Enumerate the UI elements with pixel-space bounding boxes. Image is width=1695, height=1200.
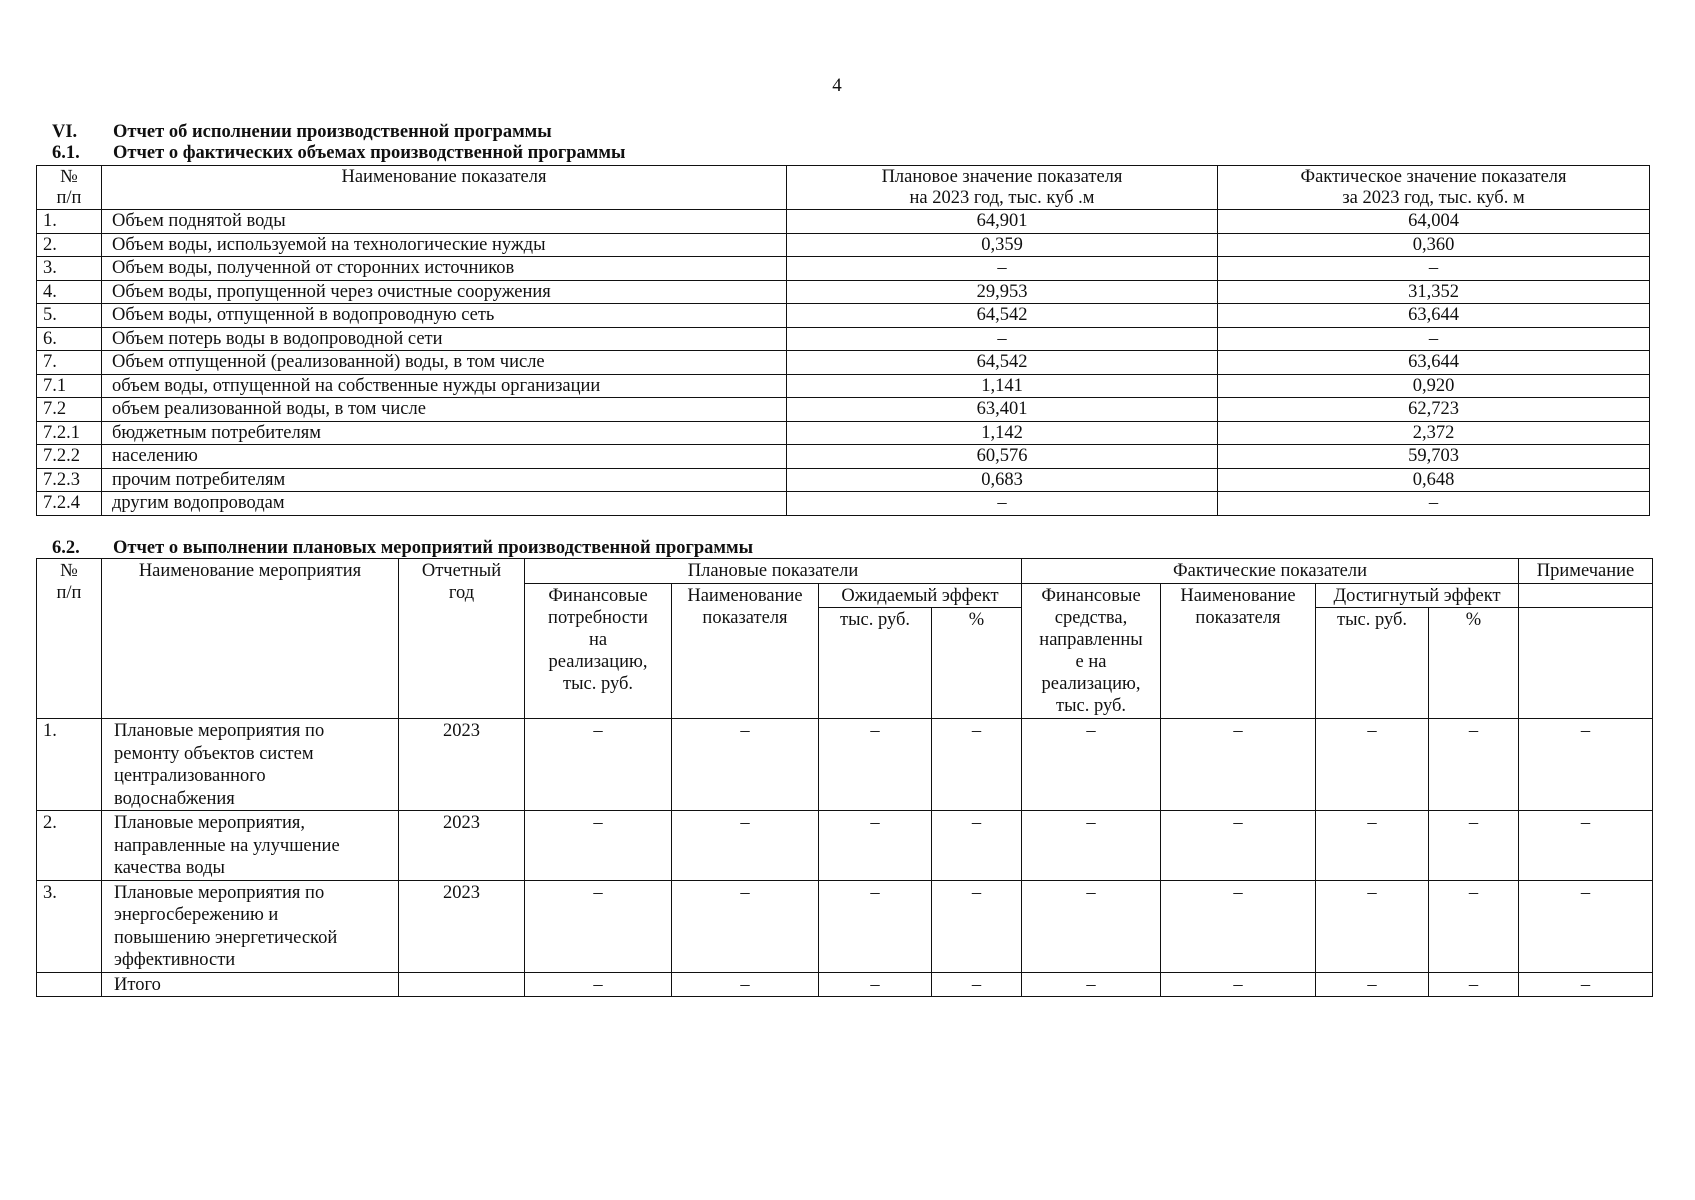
t1-row-plan: 64,901 xyxy=(787,210,1218,234)
t2-header-fact-fin-line: направленны xyxy=(1039,630,1143,650)
t2-header-plan-fin xyxy=(525,584,672,719)
t1-row-plan: – xyxy=(787,327,1218,351)
t2-row-name-line: повышению энергетической xyxy=(114,927,338,948)
t2-header-plan-indicator-line: показателя xyxy=(702,608,788,628)
t2-row-name-line: Плановые мероприятия, xyxy=(114,813,306,833)
t2-header-row xyxy=(37,559,1653,584)
t2-row-value: – xyxy=(1316,719,1429,811)
t1-row-fact: 0,648 xyxy=(1218,468,1650,492)
t2-header-achieved-effect: Достигнутый эффект xyxy=(1316,584,1519,608)
t2-header-fact-fin-line: средства, xyxy=(1054,608,1128,628)
t1-row-num: 5. xyxy=(37,304,102,328)
t2-row-value: – xyxy=(819,719,932,811)
t2-row-name xyxy=(102,880,399,972)
t1-header-plan-line: Плановое значение показателя xyxy=(881,167,1123,187)
t1-row xyxy=(37,327,1650,351)
t1-row-name: прочим потребителям xyxy=(102,468,787,492)
t2-row-value: – xyxy=(932,811,1022,881)
t2-header-plan-fin-line: тыс. руб. xyxy=(562,674,634,694)
t1-row-fact: 62,723 xyxy=(1218,398,1650,422)
t2-row-name-line: централизованного xyxy=(114,766,266,786)
t2-header-actual: Фактические показатели xyxy=(1022,559,1519,584)
t2-row-name-line: направленные на улучшение xyxy=(114,835,340,856)
t1-row xyxy=(37,445,1650,469)
t1-row-fact: 63,644 xyxy=(1218,351,1650,375)
section-vi-title: Отчет об исполнении производственной программы xyxy=(113,122,552,142)
t1-row xyxy=(37,210,1650,234)
t2-header-num xyxy=(37,559,102,719)
section-6-2-number: 6.2. xyxy=(52,538,80,558)
t1-row-num: 4. xyxy=(37,280,102,304)
t1-row xyxy=(37,304,1650,328)
t1-row-name: объем воды, отпущенной на собственные нужды организации xyxy=(102,374,787,398)
t2-header-plan-indicator xyxy=(672,584,819,719)
t2-header-fact-fin-line: тыс. руб. xyxy=(1055,696,1127,716)
t2-row-value: – xyxy=(1429,719,1519,811)
t1-row-name: бюджетным потребителям xyxy=(102,421,787,445)
t2-row-value: – xyxy=(1429,880,1519,972)
t2-header-plan-fin-line: Финансовые xyxy=(548,586,648,606)
t2-row-value: – xyxy=(1316,880,1429,972)
t2-row-value: – xyxy=(1429,811,1519,881)
t2-header-ach-rub: тыс. руб. xyxy=(1316,608,1429,719)
t2-total-year-blank xyxy=(399,972,525,997)
t2-header-exp-pct: % xyxy=(932,608,1022,719)
t2-row xyxy=(37,880,1653,972)
t1-row-num: 7.2.2 xyxy=(37,445,102,469)
t1-row-fact: 64,004 xyxy=(1218,210,1650,234)
t2-row-value: – xyxy=(672,811,819,881)
t2-row-value: – xyxy=(672,880,819,972)
t2-row-value: – xyxy=(1161,811,1316,881)
t2-header-fact-fin-line: реализацию, xyxy=(1041,674,1141,694)
t2-header-note: Примечание xyxy=(1519,559,1653,584)
volumes-table-header xyxy=(37,166,1650,210)
t1-header-plan xyxy=(787,166,1218,210)
t1-row xyxy=(37,468,1650,492)
t2-total-value: – xyxy=(672,972,819,997)
t2-header-plan-fin-line: потребности xyxy=(548,608,648,628)
t2-row-value: – xyxy=(1316,811,1429,881)
section-6-1-number: 6.1. xyxy=(52,143,80,163)
t1-row xyxy=(37,257,1650,281)
t2-row-name-line: ремонту объектов систем xyxy=(114,743,314,764)
t2-row-value: – xyxy=(1022,811,1161,881)
t2-row-value: – xyxy=(525,719,672,811)
t1-row-fact: 0,360 xyxy=(1218,233,1650,257)
t2-row-name-line: энергосбережению и xyxy=(114,905,279,925)
t2-header-name: Наименование мероприятия xyxy=(102,559,399,719)
t2-total-value: – xyxy=(525,972,672,997)
t1-row xyxy=(37,492,1650,516)
t2-total-value: – xyxy=(1161,972,1316,997)
t2-row-name-line: эффективности xyxy=(114,950,236,970)
t2-row-value: – xyxy=(1022,880,1161,972)
t2-header-fact-indicator-line: показателя xyxy=(1195,608,1281,628)
t1-row-fact: 63,644 xyxy=(1218,304,1650,328)
t1-row-num: 7.2.1 xyxy=(37,421,102,445)
section-6-1-title: Отчет о фактических объемах производственной программы xyxy=(113,143,626,163)
t2-total-value: – xyxy=(1519,972,1653,997)
t1-header-plan-line: на 2023 год, тыс. куб .м xyxy=(909,188,1095,208)
t2-header-year-line: год xyxy=(448,583,475,603)
t1-header-num-line: № xyxy=(60,167,78,187)
t2-header-ach-pct: % xyxy=(1429,608,1519,719)
t2-row-value: – xyxy=(932,880,1022,972)
t1-row xyxy=(37,421,1650,445)
t1-row-plan: – xyxy=(787,492,1218,516)
t1-row-name: Объем воды, пропущенной через очистные сооружения xyxy=(102,280,787,304)
t1-row-num: 3. xyxy=(37,257,102,281)
t2-header-plan-fin-line: на xyxy=(588,630,608,650)
t2-row-name-line: Плановые мероприятия по xyxy=(114,882,325,903)
t1-row-fact: 0,920 xyxy=(1218,374,1650,398)
t2-row xyxy=(37,719,1653,811)
t1-row-fact: – xyxy=(1218,327,1650,351)
t1-row xyxy=(37,233,1650,257)
t1-row-plan: 1,141 xyxy=(787,374,1218,398)
volumes-table xyxy=(36,165,1650,516)
t2-row-year: 2023 xyxy=(399,811,525,881)
t2-total-value: – xyxy=(1429,972,1519,997)
page-number: 4 xyxy=(832,75,842,96)
t1-row-fact: 59,703 xyxy=(1218,445,1650,469)
t2-header-num-line: № xyxy=(60,561,78,581)
t1-row-num: 6. xyxy=(37,327,102,351)
t2-header-fact-fin-line: Финансовые xyxy=(1041,586,1141,606)
t2-row xyxy=(37,811,1653,881)
t2-row-value: – xyxy=(932,719,1022,811)
t1-row-name: Объем воды, используемой на технологические нужды xyxy=(102,233,787,257)
t2-row-value: – xyxy=(1519,811,1653,881)
t2-row-value: – xyxy=(672,719,819,811)
t2-header-planned: Плановые показатели xyxy=(525,559,1022,584)
t1-row-name: другим водопроводам xyxy=(102,492,787,516)
t2-row-value: – xyxy=(1022,719,1161,811)
t2-row-value: – xyxy=(1161,880,1316,972)
section-6-2-title: Отчет о выполнении плановых мероприятий производственной программы xyxy=(113,538,754,558)
t1-row-name: Объем воды, отпущенной в водопроводную сеть xyxy=(102,304,787,328)
t1-row-fact: 31,352 xyxy=(1218,280,1650,304)
t2-header-fact-indicator xyxy=(1161,584,1316,719)
t2-total-value: – xyxy=(1022,972,1161,997)
t2-header-year xyxy=(399,559,525,719)
t1-header-fact-line: Фактическое значение показателя xyxy=(1300,167,1567,187)
t2-row-name-line: Плановые мероприятия по xyxy=(114,721,325,741)
t1-row-plan: 63,401 xyxy=(787,398,1218,422)
t2-row-value: – xyxy=(525,811,672,881)
t2-row-name xyxy=(102,811,399,881)
t1-row-name: Объем воды, полученной от сторонних источников xyxy=(102,257,787,281)
t2-total-value: – xyxy=(932,972,1022,997)
section-6-2-heading xyxy=(52,538,753,559)
t2-header-num-line: п/п xyxy=(56,583,82,603)
t2-row-value: – xyxy=(819,880,932,972)
t1-row xyxy=(37,398,1650,422)
t1-row-num: 7. xyxy=(37,351,102,375)
t2-total-num-blank xyxy=(37,972,102,997)
t1-row xyxy=(37,374,1650,398)
measures-table xyxy=(36,558,1653,997)
t2-header-fact-fin-line: е на xyxy=(1075,652,1107,672)
t1-row-name: Объем отпущенной (реализованной) воды, в том числе xyxy=(102,351,787,375)
t1-row-name: Объем потерь воды в водопроводной сети xyxy=(102,327,787,351)
t2-row-value: – xyxy=(819,811,932,881)
t1-row-num: 7.1 xyxy=(37,374,102,398)
t2-total-value: – xyxy=(819,972,932,997)
t1-row-name: населению xyxy=(102,445,787,469)
t1-row-plan: – xyxy=(787,257,1218,281)
t2-header-note-blank xyxy=(1519,608,1653,719)
t1-header-name: Наименование показателя xyxy=(102,166,787,210)
t2-row-num: 1. xyxy=(37,719,102,811)
t2-row-value: – xyxy=(1519,880,1653,972)
t1-row-plan: 1,142 xyxy=(787,421,1218,445)
t1-header-fact-line: за 2023 год, тыс. куб. м xyxy=(1342,188,1525,208)
t1-row-plan: 0,683 xyxy=(787,468,1218,492)
t1-row-plan: 64,542 xyxy=(787,304,1218,328)
t1-row-plan: 29,953 xyxy=(787,280,1218,304)
t2-header-year-line: Отчетный xyxy=(421,561,502,581)
t1-row-fact: 2,372 xyxy=(1218,421,1650,445)
t1-row-num: 7.2.3 xyxy=(37,468,102,492)
t1-row-fact: – xyxy=(1218,492,1650,516)
t2-header-plan-fin-line: реализацию, xyxy=(548,652,648,672)
t1-row-plan: 0,359 xyxy=(787,233,1218,257)
t2-header-note-blank xyxy=(1519,584,1653,608)
t1-header-num xyxy=(37,166,102,210)
t2-total-row xyxy=(37,972,1653,997)
t1-row-num: 7.2 xyxy=(37,398,102,422)
section-vi-number: VI. xyxy=(52,122,78,142)
t2-row-name-line: качества воды xyxy=(114,858,225,878)
t1-header-fact xyxy=(1218,166,1650,210)
t1-row-num: 7.2.4 xyxy=(37,492,102,516)
t2-row-num: 2. xyxy=(37,811,102,881)
t2-row-name xyxy=(102,719,399,811)
t2-total-value: – xyxy=(1316,972,1429,997)
t2-row-year: 2023 xyxy=(399,719,525,811)
t2-total-label: Итого xyxy=(102,972,399,997)
t1-row-name: объем реализованной воды, в том числе xyxy=(102,398,787,422)
t2-header-fact-indicator-line: Наименование xyxy=(1180,586,1296,606)
t1-row-plan: 60,576 xyxy=(787,445,1218,469)
t2-header-expected-effect: Ожидаемый эффект xyxy=(819,584,1022,608)
t1-row xyxy=(37,351,1650,375)
t1-row xyxy=(37,280,1650,304)
section-vi-heading xyxy=(52,122,552,143)
t1-row-num: 2. xyxy=(37,233,102,257)
t1-row-num: 1. xyxy=(37,210,102,234)
t2-row-value: – xyxy=(525,880,672,972)
t1-row-plan: 64,542 xyxy=(787,351,1218,375)
t2-row-name-line: водоснабжения xyxy=(114,788,235,809)
t2-header-exp-rub: тыс. руб. xyxy=(819,608,932,719)
t1-row-fact: – xyxy=(1218,257,1650,281)
section-6-1-heading xyxy=(52,143,625,164)
t2-row-value: – xyxy=(1161,719,1316,811)
t2-row-num: 3. xyxy=(37,880,102,972)
t2-row-year: 2023 xyxy=(399,880,525,972)
t2-header-plan-indicator-line: Наименование xyxy=(687,586,803,606)
t1-header-num-line: п/п xyxy=(56,188,82,208)
t2-header-fact-fin xyxy=(1022,584,1161,719)
t1-row-name: Объем поднятой воды xyxy=(102,210,787,234)
t2-row-value: – xyxy=(1519,719,1653,811)
